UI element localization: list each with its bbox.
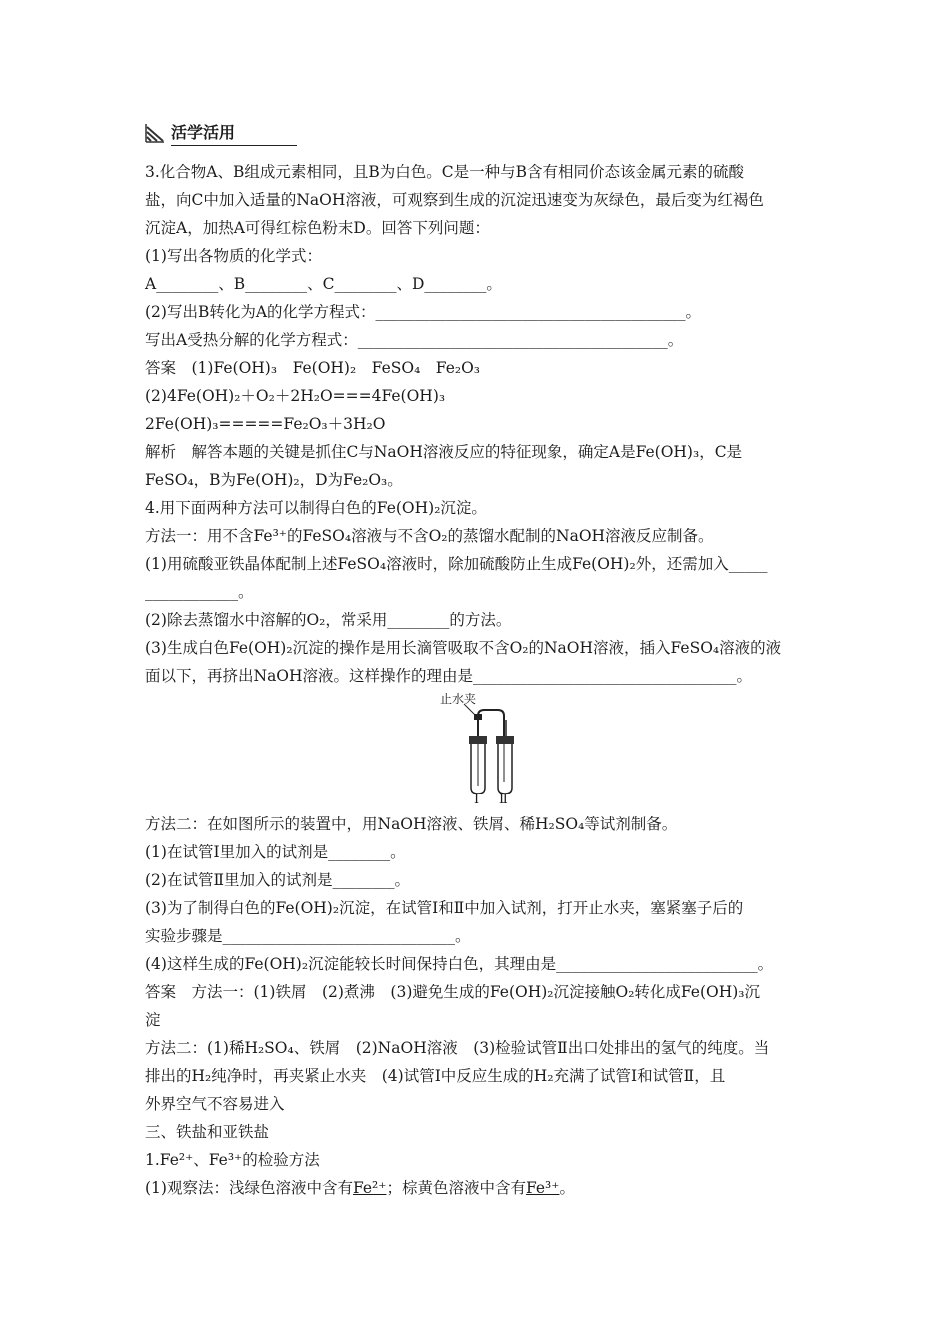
text-line: ____________。 [145,583,254,601]
test-tubes-diagram [436,690,546,794]
text-line: (1)用硫酸亚铁晶体配制上述FeSO₄溶液时，除加硫酸防止生成Fe(OH)₂外，还需加入_____ [145,555,768,573]
text-line: 方法一：用不含Fe³⁺的FeSO₄溶液与不含O₂的蒸馏水配制的NaOH溶液反应制备。 [145,527,714,545]
analysis-line: 解析 解答本题的关键是抓住C与NaOH溶液反应的特征现象，确定A是Fe(OH)₃，C是 [145,443,743,461]
observation-line [145,1178,575,1198]
analysis-line: FeSO₄，B为Fe(OH)₂，D为Fe₂O₃。 [145,471,403,489]
text-line: (1)在试管Ⅰ里加入的试剂是________。 [145,843,406,861]
text-line: A________、B________、C________、D________。 [145,275,502,293]
text-line: 写出A受热分解的化学方程式：________________________________________。 [145,331,684,349]
answer-line: 答案 (1)Fe(OH)₃ Fe(OH)₂ FeSO₄ Fe₂O₃ [145,359,481,377]
equation-line: (2)4Fe(OH)₂＋O₂＋2H₂O===4Fe(OH)₃ [145,387,446,405]
answer-line: 外界空气不容易进入 [145,1095,285,1113]
section-title: 活学活用 [171,123,236,142]
ion-fe2: Fe²⁺ [352,1179,387,1197]
answer-line: 答案 方法一：(1)铁屑 (2)煮沸 (3)避免生成的Fe(OH)₂沉淀接触O₂转化成Fe(OH)₃沉 [145,983,761,1001]
section-header [145,121,297,147]
text-line: (3)生成白色Fe(OH)₂沉淀的操作是用长滴管吸取不含O₂的NaOH溶液，插入FeSO₄溶液的液 [145,639,782,657]
text-line: (3)为了制得白色的Fe(OH)₂沉淀，在试管Ⅰ和Ⅱ中加入试剂，打开止水夹，塞紧塞子后的 [145,899,744,917]
observation-prefix: (1)观察法：浅绿色溶液中含有 [145,1179,353,1197]
diagonal-stripes-icon [145,123,165,143]
text-line: 实验步骤是______________________________。 [145,927,471,945]
text-line: (4)这样生成的Fe(OH)₂沉淀能较长时间保持白色，其理由是__________________________。 [145,955,774,973]
observation-middle: ；棕黄色溶液中含有 [386,1179,526,1197]
observation-suffix: 。 [559,1179,575,1197]
text-line: (2)在试管Ⅱ里加入的试剂是________。 [145,871,410,889]
text-line: 方法二：在如图所示的装置中，用NaOH溶液、铁屑、稀H₂SO₄等试剂制备。 [145,815,678,833]
section-rule [171,145,297,146]
answer-line: 排出的H₂纯净时，再夹紧止水夹 (4)试管Ⅰ中反应生成的H₂充满了试管Ⅰ和试管Ⅱ，且 [145,1067,726,1085]
text-line: 面以下，再挤出NaOH溶液。这样操作的理由是__________________________________。 [145,667,753,685]
apparatus-figure [436,690,546,810]
tube-1-label: Ⅰ [474,792,480,807]
subsection-heading: 1.Fe²⁺、Fe³⁺的检验方法 [145,1151,320,1169]
text-line: 盐，向C中加入适量的NaOH溶液，可观察到生成的沉淀迅速变为灰绿色，最后变为红褐色 [145,191,764,209]
answer-line: 方法二：(1)稀H₂SO₄、铁屑 (2)NaOH溶液 (3)检验试管Ⅱ出口处排出的氢气的纯度。当 [145,1039,770,1057]
tube-2-label: Ⅱ [499,792,508,807]
text-line: 3.化合物A、B组成元素相同，且B为白色。C是一种与B含有相同价态该金属元素的硫酸 [145,163,745,181]
text-line: 沉淀A，加热A可得红棕色粉末D。回答下列问题： [145,219,490,237]
answer-line: 淀 [145,1011,161,1029]
text-line: (2)除去蒸馏水中溶解的O₂，常采用________的方法。 [145,611,512,629]
equation-line: 2Fe(OH)₃=====Fe₂O₃＋3H₂O [145,415,386,433]
text-line: (1)写出各物质的化学式： [145,247,322,265]
text-line: 4.用下面两种方法可以制得白色的Fe(OH)₂沉淀。 [145,499,487,517]
ion-fe3: Fe³⁺ [525,1179,560,1197]
clamp-label: 止水夹 [440,692,477,706]
section-heading: 三、铁盐和亚铁盐 [145,1123,270,1141]
text-line: (2)写出B转化为A的化学方程式：________________________________________。 [145,303,702,321]
